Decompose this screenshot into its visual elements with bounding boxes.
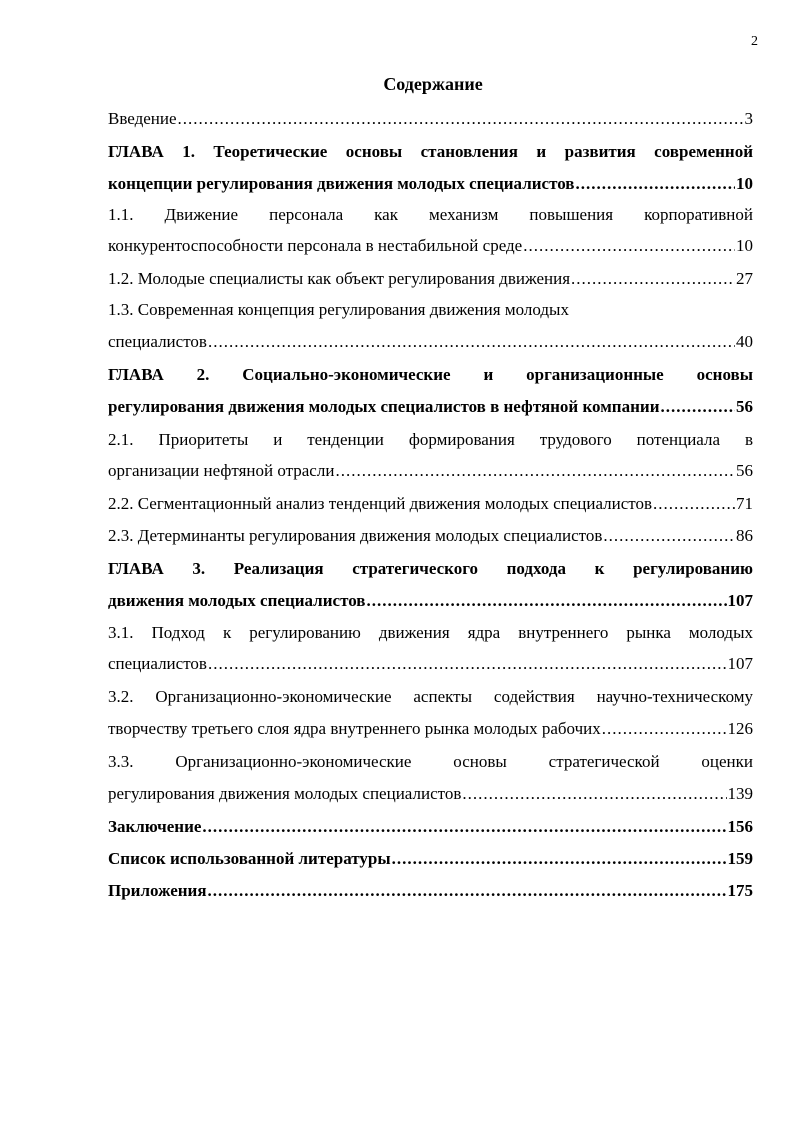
toc-text: 2.3. Детерминанты регулирования движения молодых специалистов bbox=[108, 526, 603, 545]
toc-entry-3-1-line-1: 3.1. Подход к регулированию движения ядра внутреннего рынка молодых bbox=[108, 623, 753, 642]
toc-page: 27 bbox=[736, 269, 753, 288]
toc-entry-chapter-3-line-1: ГЛАВА 3. Реализация стратегического подхода к регулированию bbox=[108, 559, 753, 578]
toc-entry-3-3-line-1: 3.3. Организационно-экономические основы стратегической оценки bbox=[108, 752, 753, 771]
toc-text: 2.2. Сегментационный анализ тенденций движения молодых специалистов bbox=[108, 494, 653, 513]
toc-entry-conclusion bbox=[108, 815, 753, 839]
toc-leader bbox=[462, 782, 726, 806]
toc-entry-1-1-line-2 bbox=[108, 234, 753, 258]
toc-entry-references bbox=[108, 847, 753, 871]
toc-entry-3-1-line-2 bbox=[108, 652, 753, 676]
toc-page: 107 bbox=[727, 654, 753, 673]
toc-entry-2-1-line-1: 2.1. Приоритеты и тенденции формирования трудового потенциала в bbox=[108, 430, 753, 449]
toc-text: организации нефтяной отрасли bbox=[108, 461, 335, 480]
toc-entry-2-1-line-2 bbox=[108, 459, 753, 483]
toc-text: Приложения bbox=[108, 881, 207, 900]
toc-leader bbox=[603, 524, 735, 548]
toc-page: 159 bbox=[727, 849, 753, 868]
page-number: 2 bbox=[751, 34, 758, 49]
toc-entry-1-3-line-2 bbox=[108, 330, 753, 354]
toc-leader bbox=[366, 589, 726, 613]
toc-entry-3-2-line-2 bbox=[108, 717, 753, 741]
toc-page: 10 bbox=[736, 174, 753, 193]
toc-title: Содержание bbox=[383, 74, 483, 94]
toc-leader bbox=[575, 172, 735, 196]
toc-leader bbox=[661, 395, 736, 419]
toc-text: регулирования движения молодых специалистов в нефтяной компании bbox=[108, 397, 660, 416]
toc-text: специалистов bbox=[108, 332, 207, 351]
toc-entry-1-1-line-1: 1.1. Движение персонала как механизм повышения корпоративной bbox=[108, 205, 753, 224]
toc-page: 107 bbox=[727, 591, 753, 610]
toc-text: Список использованной литературы bbox=[108, 849, 391, 868]
toc-page: 175 bbox=[727, 881, 753, 900]
toc-page: 139 bbox=[727, 784, 753, 803]
toc-leader bbox=[208, 879, 727, 903]
toc-leader bbox=[653, 492, 735, 516]
toc-page: 10 bbox=[736, 236, 753, 255]
toc-entry-appendices bbox=[108, 879, 753, 903]
toc-entry-chapter-2-line-1: ГЛАВА 2. Социально-экономические и организационные основы bbox=[108, 365, 753, 384]
toc-entry-1-3-line-1: 1.3. Современная концепция регулирования движения молодых bbox=[108, 300, 569, 319]
toc-leader bbox=[208, 330, 735, 354]
toc-text: регулирования движения молодых специалистов bbox=[108, 784, 462, 803]
toc-entry-2-2 bbox=[108, 492, 753, 516]
toc-leader bbox=[335, 459, 735, 483]
toc-page: 71 bbox=[736, 494, 753, 513]
toc-leader bbox=[178, 107, 744, 131]
toc-leader bbox=[208, 652, 727, 676]
toc-leader bbox=[392, 847, 727, 871]
toc-page: 86 bbox=[736, 526, 753, 545]
toc-entry-2-3 bbox=[108, 524, 753, 548]
toc-text: движения молодых специалистов bbox=[108, 591, 366, 610]
toc-page: 3 bbox=[744, 109, 753, 128]
toc-entry-intro bbox=[108, 107, 753, 131]
toc-text: специалистов bbox=[108, 654, 207, 673]
toc-page: 56 bbox=[736, 397, 753, 416]
toc-entry-1-2 bbox=[108, 267, 753, 291]
toc-entry-3-2-line-1: 3.2. Организационно-экономические аспекты содействия научно-техническому bbox=[108, 687, 753, 706]
toc-page: 156 bbox=[727, 817, 753, 836]
toc-entry-3-3-line-2 bbox=[108, 782, 753, 806]
toc-leader bbox=[202, 815, 726, 839]
toc-entry-chapter-3-line-2 bbox=[108, 589, 753, 613]
toc-text: Введение bbox=[108, 109, 177, 128]
toc-page: 40 bbox=[736, 332, 753, 351]
toc-text: конкурентоспособности персонала в нестабильной среде bbox=[108, 236, 523, 255]
toc-entry-chapter-2-line-2 bbox=[108, 395, 753, 419]
toc-entry-chapter-1-line-1: ГЛАВА 1. Теоретические основы становления и развития современной bbox=[108, 142, 753, 161]
toc-page: 126 bbox=[727, 719, 753, 738]
toc-text: концепции регулирования движения молодых специалистов bbox=[108, 174, 575, 193]
toc-text: творчеству третьего слоя ядра внутреннего рынка молодых рабочих bbox=[108, 719, 601, 738]
toc-text: 1.2. Молодые специалисты как объект регулирования движения bbox=[108, 269, 571, 288]
toc-leader bbox=[602, 717, 727, 741]
toc-page: 56 bbox=[736, 461, 753, 480]
toc-text: Заключение bbox=[108, 817, 202, 836]
toc-entry-chapter-1-line-2 bbox=[108, 172, 753, 196]
toc-leader bbox=[523, 234, 735, 258]
toc-leader bbox=[571, 267, 735, 291]
